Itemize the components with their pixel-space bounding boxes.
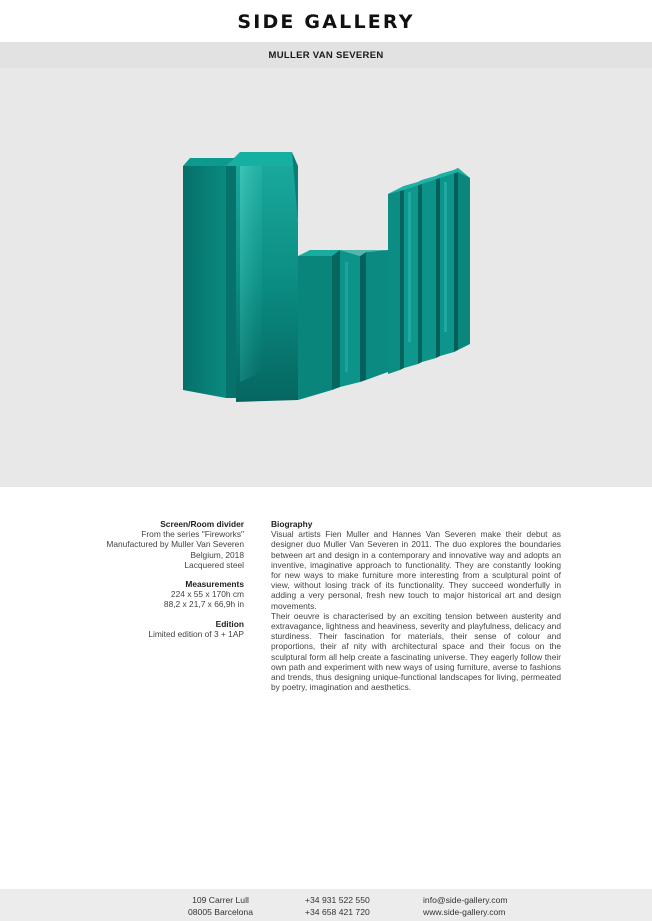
artwork-series: From the series "Fireworks" (141, 529, 244, 540)
artwork-details (60, 519, 244, 648)
artist-name: MULLER VAN SEVEREN (268, 49, 384, 61)
edition-text: Limited edition of 3 + 1AP (148, 628, 244, 639)
page-footer (0, 889, 652, 921)
biography-paragraph: Their oeuvre is characterised by an exciting tension between austerity and extravagance, lightness and heaviness, severity and playfulness, delicacy and sturdiness. Their fascination for materials, their sense of colour and proportions, their af nity with architectural space and their focus on the sculptural form all help create a fascinating universe. They eagerly follow their own path and experiment with new ways of using furniture, averse to fashions and trends, thus designing unique-functional landscapes for living, permeated by poetry, imagination and aesthetics. (271, 610, 561, 693)
artwork-material: Lacquered steel (184, 559, 244, 570)
artwork-manufacturer: Manufactured by Muller Van Severen (106, 539, 244, 550)
email-link[interactable]: info@side-gallery.com (423, 895, 508, 905)
measurements-cm: 224 x 55 x 170h cm (170, 589, 244, 600)
footer-contact (423, 895, 508, 918)
footer-phones (305, 895, 370, 918)
edition-heading: Edition (215, 618, 244, 629)
address-line: 109 Carrer Lull (192, 895, 249, 905)
address-line: 08005 Barcelona (188, 906, 253, 917)
phone-number[interactable]: +34 658 421 720 (305, 906, 370, 917)
measurements-heading: Measurements (185, 579, 244, 590)
artwork-origin: Belgium, 2018 (190, 549, 244, 560)
page-header (0, 0, 652, 42)
room-divider-image (0, 42, 652, 487)
artwork-title: Screen/Room divider (160, 519, 244, 529)
gallery-logo: SIDE GALLERY (237, 11, 415, 33)
biography-section (271, 519, 561, 692)
biography-heading: Biography (271, 519, 313, 529)
phone-number[interactable]: +34 931 522 550 (305, 895, 370, 905)
website-link[interactable]: www.side-gallery.com (423, 906, 506, 917)
hero-section (0, 42, 652, 487)
measurements-in: 88,2 x 21,7 x 66,9h in (163, 599, 244, 610)
biography-paragraph: Visual artists Fien Muller and Hannes Van Severen make their debut as designer duo Muller Van Severen in 2011. The duo explores the boundaries between art and design in a contemporary and innovative way and adopts an inventive, imaginative approach to functionality. They are constantly looking for new ways to make furniture more interesting from a sculptural point of view, without losing track of its functionality. They succeed wonderfully in adding a very personal, fresh new touch to major historical art and design movements. (271, 529, 561, 611)
footer-address (188, 895, 253, 918)
